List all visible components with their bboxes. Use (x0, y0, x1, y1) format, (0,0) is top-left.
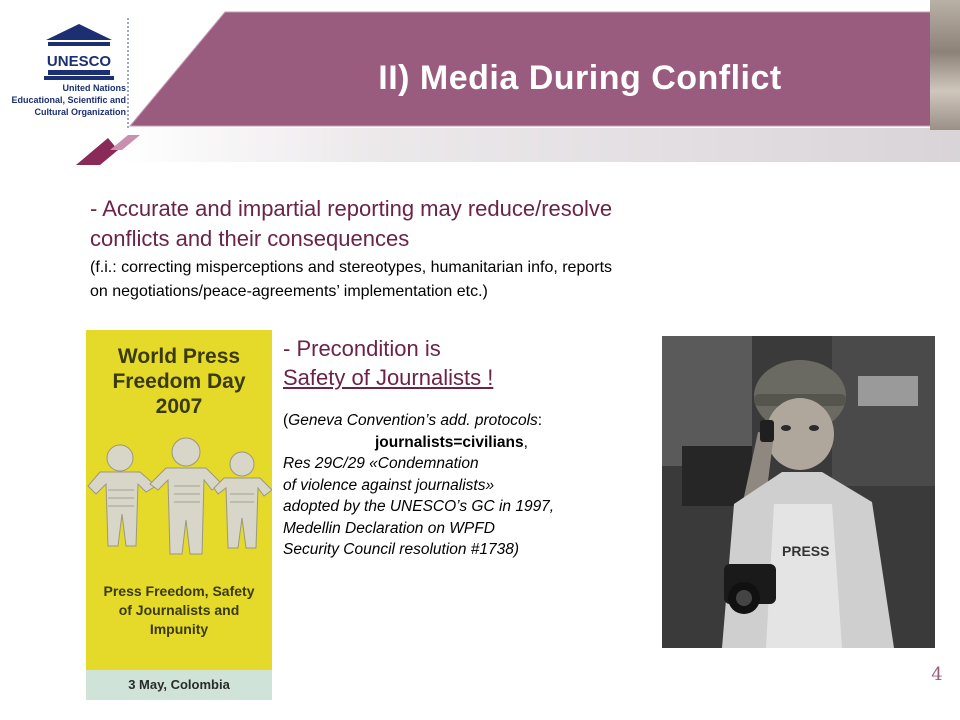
note-line-5: adopted by the UNESCO’s GC in 1997, (283, 498, 555, 515)
note-paren: ( (283, 412, 289, 429)
logo-wordmark: UNESCO (46, 53, 112, 70)
temple-icon (42, 22, 116, 80)
precondition-line: - Precondition is (283, 336, 441, 361)
note-comma: , (523, 433, 528, 451)
poster-sub-line-1: Press Freedom, Safety (103, 583, 255, 599)
poster-title (86, 344, 272, 419)
note-line-2 (283, 432, 663, 454)
lead-sub-line-1: (f.i.: correcting misperceptions and stereotypes, humanitarian info, reports (90, 259, 613, 276)
precondition-block (283, 334, 663, 561)
note-line-4: of violence against journalists» (283, 476, 495, 494)
lead-line-1: - Accurate and impartial reporting may reduce/resolve (90, 196, 613, 221)
legal-references (283, 410, 663, 561)
wpfd-poster (86, 330, 272, 700)
logo-line-2: Educational, Scientific and (11, 95, 126, 105)
unesco-logo (8, 18, 128, 128)
note-line-1 (283, 410, 663, 432)
slide-title: II) Media During Conflict (378, 59, 782, 97)
poster-sub-line-2: of Journalists and (118, 602, 240, 618)
logo-divider (127, 18, 129, 128)
poster-date-text: 3 May, Colombia (128, 677, 230, 692)
poster-title-line-3: 2007 (155, 395, 203, 418)
logo-line-3: Cultural Organization (34, 107, 126, 117)
page-number: 4 (931, 664, 943, 685)
lead-examples (90, 256, 810, 304)
vest-press-label: PRESS (782, 543, 830, 559)
lead-line-2: conflicts and their consequences (90, 226, 410, 251)
safety-of-journalists: Safety of Journalists ! (283, 365, 494, 390)
slide-header (0, 0, 960, 165)
poster-sub-line-3: Impunity (149, 621, 209, 637)
lead-statement (90, 194, 810, 254)
poster-title-line-1: World Press (117, 345, 241, 368)
journalist-photo (662, 336, 935, 648)
note-line-6: Medellin Declaration on WPFD (283, 519, 495, 537)
note-civilians: journalists=civilians (375, 433, 524, 451)
note-line-7: Security Council resolution #1738) (283, 541, 520, 558)
poster-subtitle (86, 582, 272, 639)
note-geneva: Geneva Convention’s add. protocols (288, 412, 538, 429)
logo-caption (8, 82, 126, 118)
journalist-photo-illustration (662, 336, 935, 648)
logo-line-1: United Nations (62, 83, 126, 93)
poster-title-line-2: Freedom Day (112, 370, 246, 393)
poster-date (86, 670, 272, 700)
note-colon: : (537, 412, 543, 429)
note-line-3: Res 29C/29 «Condemnation (283, 455, 479, 472)
paper-figures-illustration (86, 428, 272, 578)
header-photo-strip (930, 0, 960, 130)
lead-sub-line-2: on negotiations/peace-agreements’ implementation etc.) (90, 283, 488, 300)
